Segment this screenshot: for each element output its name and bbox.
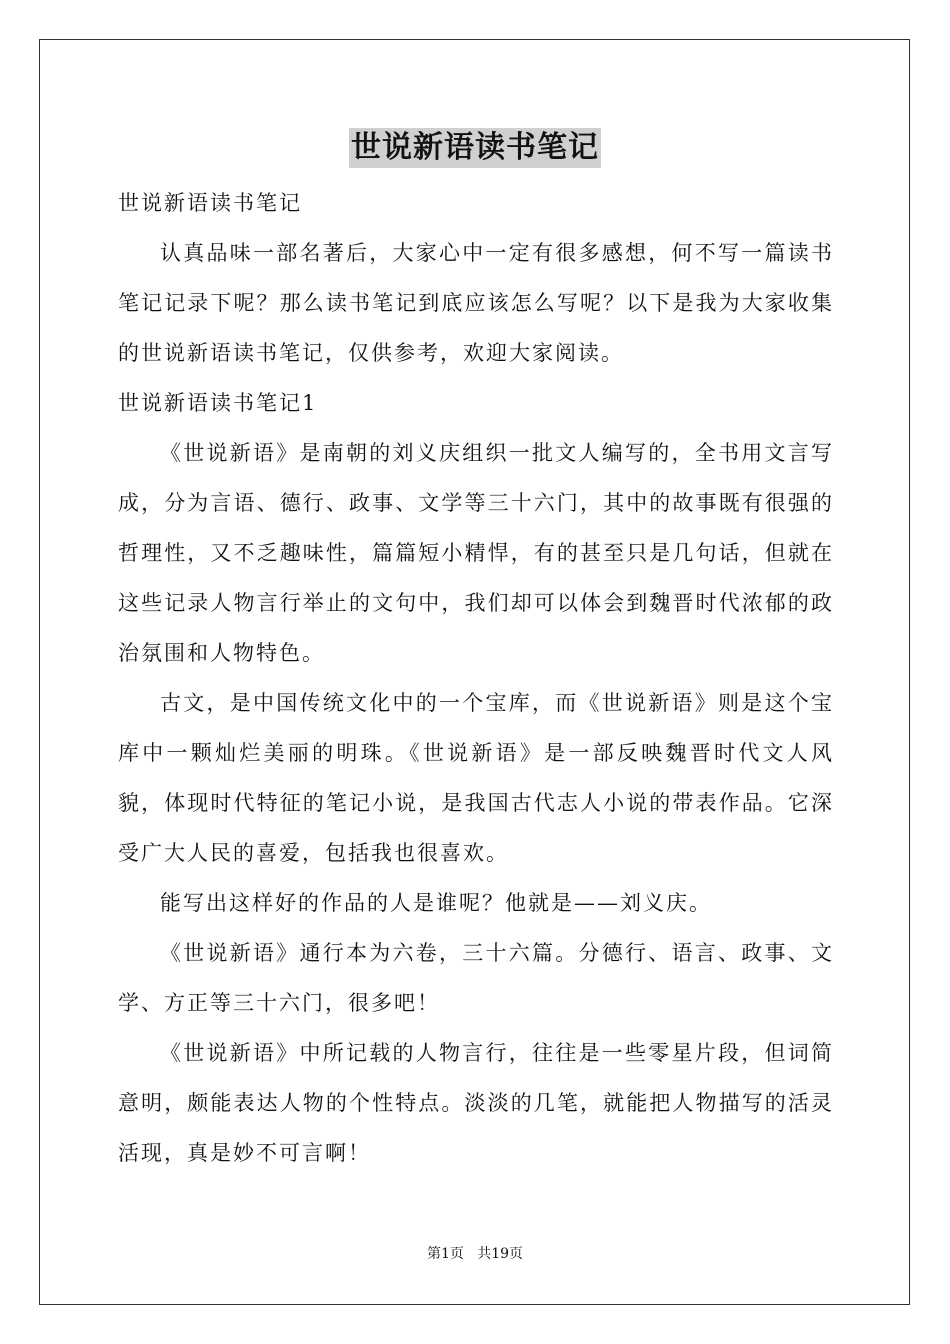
body-paragraph: 古文，是中国传统文化中的一个宝库，而《世说新语》则是这个宝库中一颗灿烂美丽的明珠。《世说新语》是一部反映魏晋时代文人风貌，体现时代特征的笔记小说，是我国古代志人小说的带表作品。它深受广大人民的喜爱，包括我也很喜欢。: [118, 691, 834, 865]
body-paragraph: 《世说新语》是南朝的刘义庆组织一批文人编写的，全书用文言写成，分为言语、德行、政事、文学等三十六门，其中的故事既有很强的哲理性，又不乏趣味性，篇篇短小精悍，有的甚至只是几句话，但就在这些记录人物言行举止的文句中，我们却可以体会到魏晋时代浓郁的政治氛围和人物特色。: [118, 441, 834, 665]
section-heading: 世说新语读书笔记1: [118, 391, 318, 415]
document-title: 世说新语读书笔记: [349, 128, 601, 168]
section-heading: 世说新语读书笔记: [118, 191, 302, 215]
body-paragraph: 《世说新语》中所记载的人物言行，往往是一些零星片段，但词简意明，颇能表达人物的个性特点。淡淡的几笔，就能把人物描写的活灵活现，真是妙不可言啊！: [118, 1041, 834, 1165]
body-paragraph: 能写出这样好的作品的人是谁呢？他就是——刘义庆。: [160, 891, 712, 915]
page-footer: 第1页 共19页: [426, 1246, 524, 1262]
body-paragraph: 《世说新语》通行本为六卷，三十六篇。分德行、语言、政事、文学、方正等三十六门，很多吧！: [118, 941, 834, 1015]
document-body: [118, 178, 834, 1178]
body-paragraph: 认真品味一部名著后，大家心中一定有很多感想，何不写一篇读书笔记记录下呢？那么读书笔记到底应该怎么写呢？以下是我为大家收集的世说新语读书笔记，仅供参考，欢迎大家阅读。: [118, 241, 834, 365]
title-container: [0, 128, 950, 168]
